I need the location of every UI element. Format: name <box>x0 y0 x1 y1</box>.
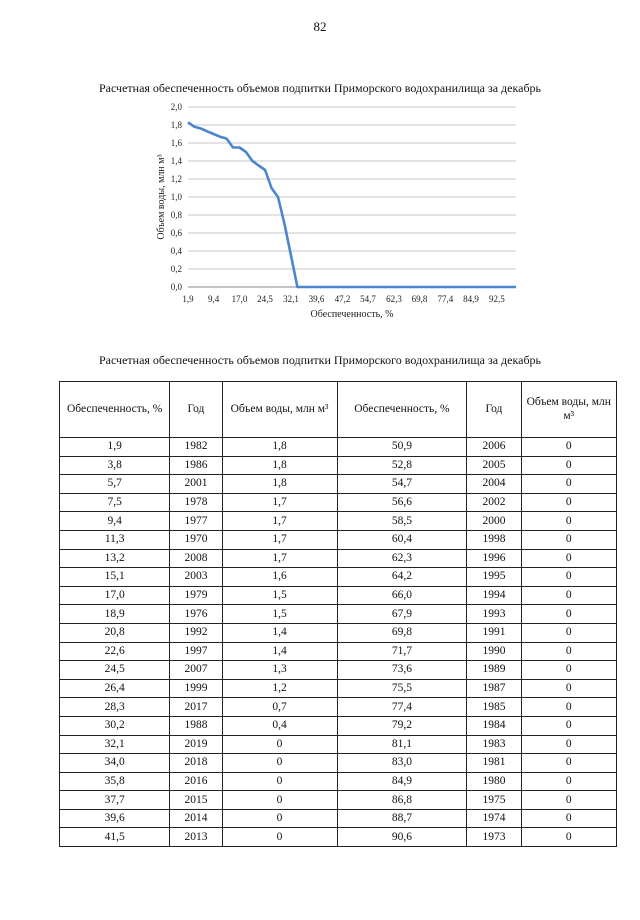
cell-year-2: 1983 <box>467 735 521 754</box>
y-tick-label: 0,2 <box>170 264 182 274</box>
cell-volume: 1,8 <box>222 438 337 457</box>
cell-volume: 1,2 <box>222 679 337 698</box>
cell-provision-2: 71,7 <box>337 642 467 661</box>
cell-volume-2: 0 <box>521 568 616 587</box>
table-row <box>60 549 617 568</box>
cell-volume-2: 0 <box>521 679 616 698</box>
chart <box>0 95 640 325</box>
cell-provision: 17,0 <box>60 586 170 605</box>
cell-provision: 1,9 <box>60 438 170 457</box>
cell-volume-2: 0 <box>521 438 616 457</box>
cell-year: 1970 <box>170 530 222 549</box>
x-tick-label: 92,5 <box>489 294 505 304</box>
cell-volume: 1,5 <box>222 605 337 624</box>
cell-provision-2: 54,7 <box>337 475 467 494</box>
cell-year-2: 1975 <box>467 791 521 810</box>
cell-year: 1992 <box>170 623 222 642</box>
table-row <box>60 623 617 642</box>
cell-provision: 24,5 <box>60 661 170 680</box>
cell-year: 2008 <box>170 549 222 568</box>
cell-volume-2: 0 <box>521 772 616 791</box>
cell-year-2: 1974 <box>467 809 521 828</box>
table-row <box>60 475 617 494</box>
table-row <box>60 586 617 605</box>
table-row <box>60 772 617 791</box>
y-tick-label: 0,4 <box>170 246 182 256</box>
cell-volume-2: 0 <box>521 475 616 494</box>
cell-provision-2: 56,6 <box>337 493 467 512</box>
table-header-row <box>60 382 617 438</box>
table-body <box>60 438 617 847</box>
cell-volume: 0 <box>222 735 337 754</box>
cell-provision: 34,0 <box>60 754 170 773</box>
y-tick-label: 0,6 <box>170 228 182 238</box>
cell-year-2: 2004 <box>467 475 521 494</box>
cell-provision: 15,1 <box>60 568 170 587</box>
page-number: 82 <box>313 19 327 34</box>
header-provision: Обеспеченность, % <box>60 382 170 438</box>
cell-volume: 1,7 <box>222 512 337 531</box>
cell-volume-2: 0 <box>521 605 616 624</box>
data-table <box>59 381 617 847</box>
cell-provision: 32,1 <box>60 735 170 754</box>
cell-provision-2: 79,2 <box>337 716 467 735</box>
cell-year-2: 2005 <box>467 456 521 475</box>
cell-year: 1978 <box>170 493 222 512</box>
cell-year: 2003 <box>170 568 222 587</box>
y-tick-label: 0,0 <box>170 282 182 292</box>
cell-year: 1982 <box>170 438 222 457</box>
series-line <box>188 122 516 287</box>
table-row <box>60 456 617 475</box>
header-volume: Объем воды, млн м³ <box>222 382 337 438</box>
table-row <box>60 828 617 847</box>
cell-volume-2: 0 <box>521 809 616 828</box>
header-provision-2: Обеспеченность, % <box>337 382 467 438</box>
cell-provision-2: 50,9 <box>337 438 467 457</box>
header-year-2: Год <box>467 382 521 438</box>
table-row <box>60 716 617 735</box>
y-tick-label: 1,4 <box>170 156 182 166</box>
cell-provision-2: 66,0 <box>337 586 467 605</box>
table-row <box>60 493 617 512</box>
cell-volume-2: 0 <box>521 698 616 717</box>
cell-year-2: 1984 <box>467 716 521 735</box>
x-tick-label: 1,9 <box>182 294 194 304</box>
cell-provision-2: 84,9 <box>337 772 467 791</box>
x-tick-label: 39,6 <box>308 294 325 304</box>
cell-provision-2: 77,4 <box>337 698 467 717</box>
cell-year: 2017 <box>170 698 222 717</box>
cell-provision: 35,8 <box>60 772 170 791</box>
cell-provision-2: 67,9 <box>337 605 467 624</box>
cell-year: 2001 <box>170 475 222 494</box>
cell-year: 1977 <box>170 512 222 531</box>
cell-volume-2: 0 <box>521 642 616 661</box>
cell-year-2: 1991 <box>467 623 521 642</box>
cell-volume-2: 0 <box>521 623 616 642</box>
cell-provision-2: 60,4 <box>337 530 467 549</box>
cell-year-2: 1996 <box>467 549 521 568</box>
cell-year: 1986 <box>170 456 222 475</box>
cell-provision-2: 58,5 <box>337 512 467 531</box>
y-tick-label: 1,2 <box>170 174 182 184</box>
cell-provision: 39,6 <box>60 809 170 828</box>
cell-volume: 0 <box>222 809 337 828</box>
x-tick-label: 9,4 <box>207 294 220 304</box>
cell-volume: 1,5 <box>222 586 337 605</box>
cell-year-2: 1998 <box>467 530 521 549</box>
cell-year: 1979 <box>170 586 222 605</box>
table-row <box>60 735 617 754</box>
cell-provision: 7,5 <box>60 493 170 512</box>
cell-volume-2: 0 <box>521 735 616 754</box>
cell-volume: 0 <box>222 828 337 847</box>
cell-volume: 1,3 <box>222 661 337 680</box>
cell-volume-2: 0 <box>521 549 616 568</box>
y-tick-label: 1,8 <box>170 120 182 130</box>
cell-volume: 0 <box>222 791 337 810</box>
cell-volume-2: 0 <box>521 791 616 810</box>
cell-year-2: 1993 <box>467 605 521 624</box>
cell-volume-2: 0 <box>521 512 616 531</box>
header-year: Год <box>170 382 222 438</box>
cell-provision-2: 52,8 <box>337 456 467 475</box>
cell-volume-2: 0 <box>521 661 616 680</box>
cell-year: 2014 <box>170 809 222 828</box>
cell-provision: 26,4 <box>60 679 170 698</box>
cell-provision: 18,9 <box>60 605 170 624</box>
cell-year-2: 1985 <box>467 698 521 717</box>
cell-provision-2: 73,6 <box>337 661 467 680</box>
table-row <box>60 809 617 828</box>
x-tick-label: 54,7 <box>360 294 376 304</box>
cell-volume: 1,7 <box>222 530 337 549</box>
cell-provision: 3,8 <box>60 456 170 475</box>
cell-year: 1988 <box>170 716 222 735</box>
y-tick-label: 0,8 <box>170 210 182 220</box>
header-volume-2: Объем воды, млн м³ <box>521 382 616 438</box>
table-row <box>60 698 617 717</box>
cell-provision: 20,8 <box>60 623 170 642</box>
table-row <box>60 438 617 457</box>
cell-provision: 28,3 <box>60 698 170 717</box>
table-row <box>60 605 617 624</box>
x-tick-label: 69,8 <box>411 294 428 304</box>
cell-volume-2: 0 <box>521 754 616 773</box>
cell-provision: 11,3 <box>60 530 170 549</box>
table-row <box>60 661 617 680</box>
cell-year-2: 2006 <box>467 438 521 457</box>
cell-year-2: 2000 <box>467 512 521 531</box>
cell-year: 2007 <box>170 661 222 680</box>
x-tick-label: 77,4 <box>437 294 454 304</box>
cell-volume-2: 0 <box>521 586 616 605</box>
table-row <box>60 568 617 587</box>
x-tick-label: 17,0 <box>231 294 248 304</box>
x-tick-label: 62,3 <box>386 294 402 304</box>
cell-year: 1999 <box>170 679 222 698</box>
table-row <box>60 530 617 549</box>
cell-year-2: 1994 <box>467 586 521 605</box>
cell-volume: 1,7 <box>222 549 337 568</box>
cell-volume: 1,4 <box>222 642 337 661</box>
cell-volume-2: 0 <box>521 828 616 847</box>
cell-provision-2: 86,8 <box>337 791 467 810</box>
cell-provision-2: 81,1 <box>337 735 467 754</box>
cell-provision: 5,7 <box>60 475 170 494</box>
cell-volume-2: 0 <box>521 716 616 735</box>
line-chart-svg <box>0 95 640 325</box>
cell-year: 2013 <box>170 828 222 847</box>
cell-volume: 0,7 <box>222 698 337 717</box>
cell-provision: 13,2 <box>60 549 170 568</box>
cell-year-2: 1981 <box>467 754 521 773</box>
y-tick-label: 1,0 <box>170 192 182 202</box>
cell-provision-2: 88,7 <box>337 809 467 828</box>
cell-provision: 9,4 <box>60 512 170 531</box>
table-row <box>60 642 617 661</box>
x-tick-label: 47,2 <box>334 294 351 304</box>
cell-volume-2: 0 <box>521 493 616 512</box>
x-axis-label: Обеспеченность, % <box>310 309 394 320</box>
cell-year-2: 1980 <box>467 772 521 791</box>
cell-volume: 1,8 <box>222 456 337 475</box>
y-tick-label: 2,0 <box>170 102 182 112</box>
cell-year-2: 1990 <box>467 642 521 661</box>
cell-year: 2018 <box>170 754 222 773</box>
cell-provision-2: 83,0 <box>337 754 467 773</box>
cell-volume: 1,8 <box>222 475 337 494</box>
cell-year: 2016 <box>170 772 222 791</box>
table-row <box>60 791 617 810</box>
cell-volume-2: 0 <box>521 456 616 475</box>
cell-provision: 22,6 <box>60 642 170 661</box>
cell-provision-2: 69,8 <box>337 623 467 642</box>
cell-year-2: 1989 <box>467 661 521 680</box>
table-row <box>60 512 617 531</box>
cell-year: 2019 <box>170 735 222 754</box>
cell-year: 1997 <box>170 642 222 661</box>
cell-year-2: 1973 <box>467 828 521 847</box>
cell-provision-2: 90,6 <box>337 828 467 847</box>
table-title: Расчетная обеспеченность объемов подпитки Приморского водохранилища за декабрь <box>98 353 542 367</box>
cell-volume: 0 <box>222 754 337 773</box>
cell-provision: 30,2 <box>60 716 170 735</box>
cell-volume: 1,7 <box>222 493 337 512</box>
cell-year: 2015 <box>170 791 222 810</box>
cell-year-2: 1987 <box>467 679 521 698</box>
table-row <box>60 679 617 698</box>
cell-volume: 0 <box>222 772 337 791</box>
x-tick-label: 84,9 <box>463 294 479 304</box>
cell-provision: 37,7 <box>60 791 170 810</box>
cell-year-2: 1995 <box>467 568 521 587</box>
x-tick-label: 32,1 <box>283 294 299 304</box>
cell-year-2: 2002 <box>467 493 521 512</box>
cell-volume: 0,4 <box>222 716 337 735</box>
cell-provision-2: 62,3 <box>337 549 467 568</box>
cell-volume-2: 0 <box>521 530 616 549</box>
cell-provision-2: 64,2 <box>337 568 467 587</box>
cell-year: 1976 <box>170 605 222 624</box>
y-axis-label: Объем воды, млн м³ <box>156 154 167 240</box>
table-row <box>60 754 617 773</box>
y-tick-label: 1,6 <box>170 138 182 148</box>
cell-provision-2: 75,5 <box>337 679 467 698</box>
chart-title: Расчетная обеспеченность объемов подпитки Приморского водохранилища за декабрь <box>98 81 542 95</box>
cell-provision: 41,5 <box>60 828 170 847</box>
x-tick-label: 24,5 <box>257 294 273 304</box>
cell-volume: 1,6 <box>222 568 337 587</box>
cell-volume: 1,4 <box>222 623 337 642</box>
